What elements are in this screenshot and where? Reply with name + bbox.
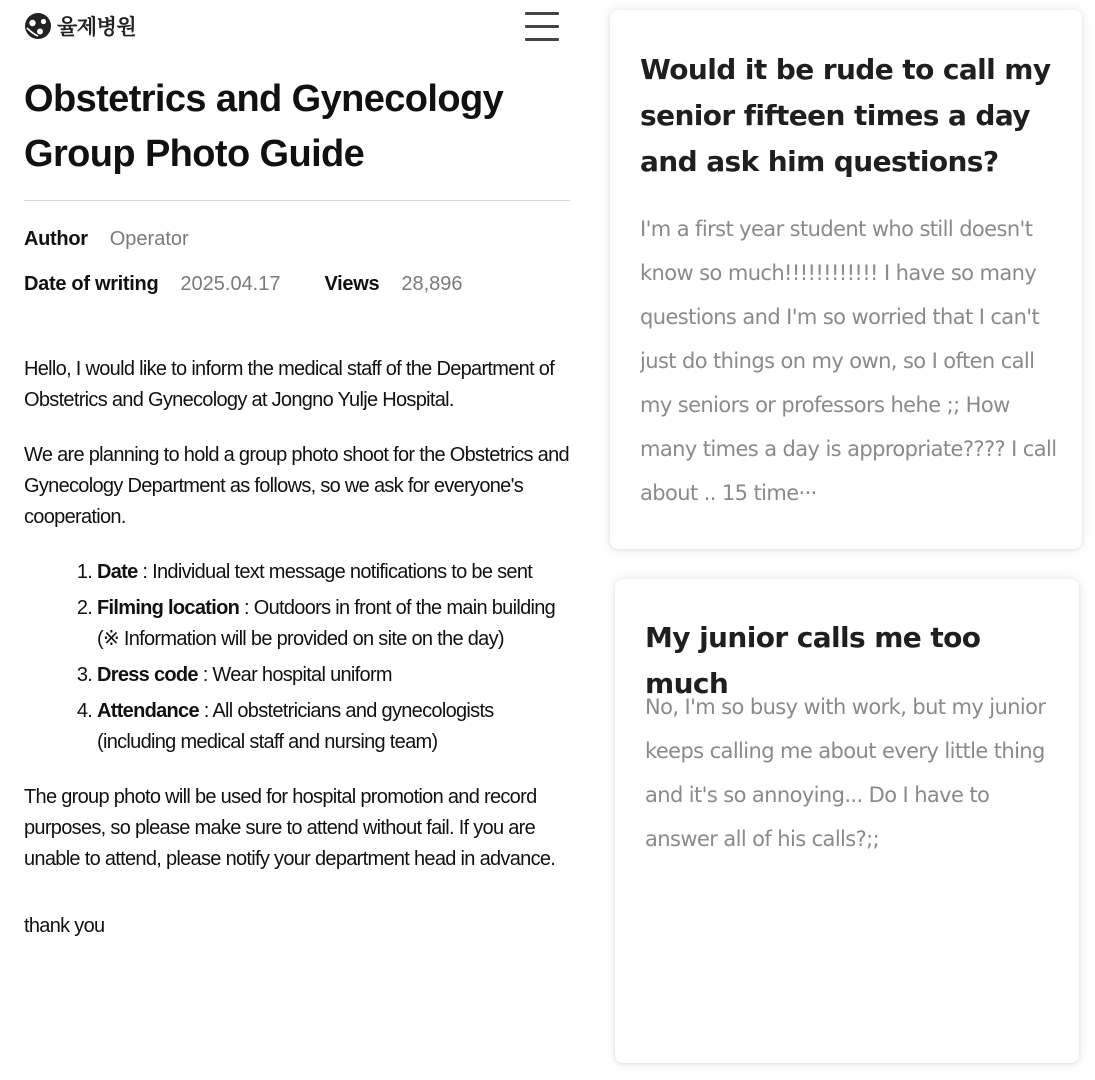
list-item-text: : Individual text message notifications to be sent [137,561,533,583]
card-excerpt: I'm a first year student who still doesn't know so much!!!!!!!!!!!! I have so many questions and I'm so worried that I can't just do things on my own, so I often call my seniors or professors hehe ;; How many times a day is appropriate???? I call about .. 15 time··· [640,217,1057,505]
hospital-logo-icon [24,12,52,40]
brand-name: 율제병원 [57,15,137,39]
brand-link[interactable] [24,8,136,44]
page-title: Obstetrics and Gynecology Group Photo Guide [24,78,504,175]
title-divider [24,200,570,201]
list-item-label: Date [97,561,138,583]
list-item-text: : Outdoors in front of the main building (※ Information will be provided on site on the day) [97,597,556,650]
meta-date-views [24,271,463,297]
list-item [97,557,570,588]
list-item [97,593,570,655]
author-label: Author [24,228,88,250]
card-excerpt: No, I'm so busy with work, but my junior keeps calling me about every little thing and it's so annoying... Do I have to answer all of his calls?;; [645,695,1046,851]
post-card[interactable] [615,579,1079,1063]
list-item-label: Filming location [97,597,240,619]
article-body [24,354,570,942]
list-item [97,696,570,758]
meta-author [24,226,189,252]
closing-text: thank you [24,915,105,937]
date-value: 2025.04.17 [180,273,281,295]
views-label: Views [324,273,380,295]
date-label: Date of writing [24,273,159,295]
views-value: 28,896 [401,273,463,295]
list-item-label: Attendance [97,700,199,722]
list-item-label: Dress code [97,664,198,686]
list-item-text: : All obstetricians and gynecologists (including medical staff and nursing team) [97,700,494,753]
hamburger-menu-icon[interactable] [525,10,559,42]
body-paragraph: Hello, I would like to inform the medical staff of the Department of Obstetrics and Gynecology at Jongno Yulje Hospital. [24,358,555,411]
details-list [24,557,570,758]
list-item-text: : Wear hospital uniform [197,664,392,686]
post-card[interactable] [610,10,1082,549]
body-paragraph: The group photo will be used for hospital promotion and record purposes, so please make sure to attend without fail. If you are unable to attend, please notify your department head in advance. [24,786,556,870]
body-paragraph: We are planning to hold a group photo shoot for the Obstetrics and Gynecology Department as follows, so we ask for everyone's cooperation. [24,444,569,528]
author-value: Operator [109,228,189,250]
card-title[interactable]: My junior calls me too much [645,621,981,700]
card-title[interactable]: Would it be rude to call my senior fifteen times a day and ask him questions? [640,53,1051,178]
list-item [97,660,570,691]
top-bar [24,8,559,44]
